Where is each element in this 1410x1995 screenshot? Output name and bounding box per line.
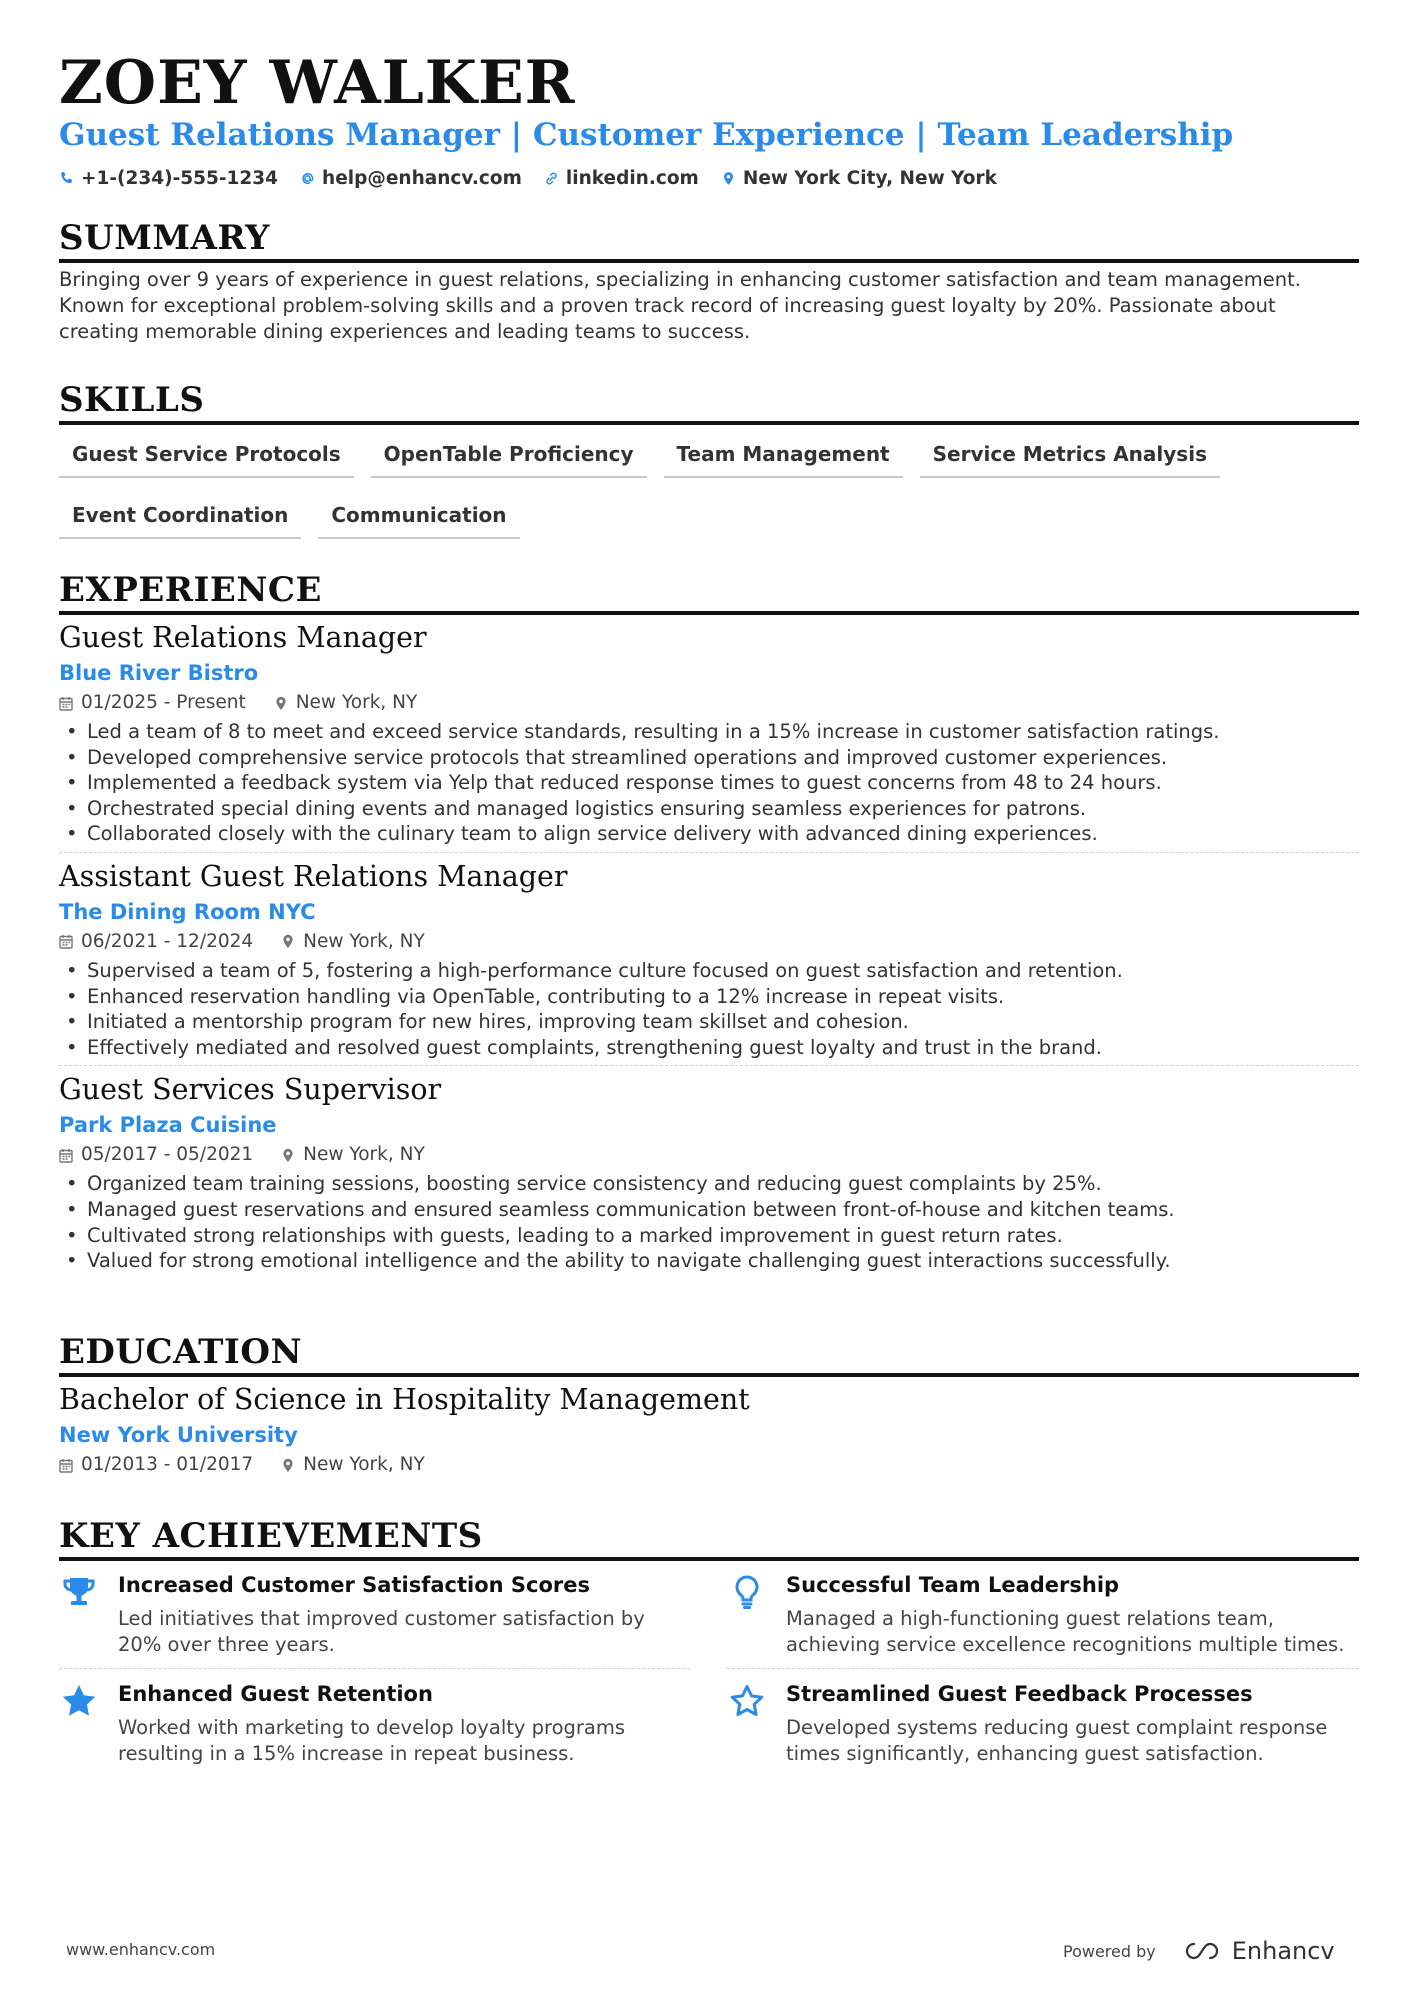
section-title-skills: SKILLS — [59, 380, 1359, 425]
list-item: • Effectively mediated and resolved guest complaints, strengthening guest loyalty and trust in the brand. — [59, 1035, 1359, 1061]
section-title-education: EDUCATION — [59, 1332, 1359, 1377]
achievement-divider — [59, 1668, 690, 1669]
calendar-icon — [59, 1148, 73, 1163]
list-item: • Implemented a feedback system via Yelp that reduced response times to guest concerns from 48 to 24 hours. — [59, 770, 1359, 796]
experience-entry — [59, 1072, 1359, 1273]
degree-title: Bachelor of Science in Hospitality Management — [59, 1383, 750, 1416]
contact-bar — [59, 168, 1359, 189]
achievement-title: Successful Team Leadership — [786, 1573, 1120, 1597]
skill-tag: OpenTable Proficiency — [371, 438, 647, 478]
contact-phone[interactable]: +1-(234)-555-1234 — [59, 168, 278, 189]
achievements-section — [59, 1516, 1359, 1561]
list-item: • Managed guest reservations and ensured seamless communication between front-of-house and kitchen teams. — [59, 1197, 1359, 1223]
skill-tag: Guest Service Protocols — [59, 438, 354, 478]
map-pin-icon — [281, 1148, 295, 1163]
entry-divider — [59, 852, 1359, 853]
experience-section — [59, 570, 1359, 1274]
job-meta: 05/2017 - 05/2021 New York, NY — [59, 1142, 1359, 1168]
job-bullets — [59, 958, 1359, 1060]
section-title-summary: SUMMARY — [59, 218, 1359, 263]
experience-entry — [59, 620, 1359, 853]
star-icon — [61, 1683, 97, 1719]
header — [59, 50, 1359, 189]
entry-divider — [59, 1065, 1359, 1066]
contact-email[interactable]: help@enhancv.com — [300, 168, 522, 189]
job-meta: 06/2021 - 12/2024 New York, NY — [59, 929, 1359, 955]
summary-section — [59, 218, 1359, 345]
job-bullets — [59, 719, 1359, 847]
at-icon — [300, 171, 315, 186]
enhancv-logo-icon — [1180, 1939, 1224, 1963]
skill-tag: Communication — [318, 499, 519, 539]
achievement-title: Increased Customer Satisfaction Scores — [118, 1573, 590, 1597]
lightbulb-icon — [729, 1574, 765, 1610]
brand-logo[interactable] — [1180, 1937, 1335, 1965]
map-pin-icon — [274, 696, 288, 711]
phone-icon — [59, 171, 74, 186]
list-item: • Developed comprehensive service protocols that streamlined operations and improved customer experiences. — [59, 745, 1359, 771]
calendar-icon — [59, 934, 73, 949]
list-item: • Supervised a team of 5, fostering a high-performance culture focused on guest satisfaction and retention. — [59, 958, 1359, 984]
footer-website[interactable]: www.enhancv.com — [66, 1940, 216, 1959]
job-title: Guest Relations Manager — [59, 621, 427, 654]
map-pin-icon — [721, 171, 736, 186]
list-item: • Enhanced reservation handling via OpenTable, contributing to a 12% increase in repeat visits. — [59, 984, 1359, 1010]
skills-section — [59, 380, 1359, 539]
job-bullets — [59, 1171, 1359, 1273]
list-item: • Collaborated closely with the culinary team to align service delivery with advanced dining experiences. — [59, 821, 1359, 847]
achievement-description: Developed systems reducing guest complaint response times significantly, enhancing guest satisfaction. — [786, 1716, 1328, 1765]
job-meta: 01/2025 - Present New York, NY — [59, 690, 1359, 716]
company-name: Park Plaza Cuisine — [59, 1113, 277, 1138]
list-item: • Cultivated strong relationships with guests, leading to a marked improvement in guest return rates. — [59, 1223, 1359, 1249]
list-item: • Organized team training sessions, boosting service consistency and reducing guest complaints by 25%. — [59, 1171, 1359, 1197]
skill-tag: Service Metrics Analysis — [920, 438, 1220, 478]
achievement-title: Streamlined Guest Feedback Processes — [786, 1682, 1253, 1706]
achievement-divider — [727, 1668, 1359, 1669]
trophy-icon — [61, 1574, 97, 1610]
summary-text: Bringing over 9 years of experience in guest relations, specializing in enhancing customer satisfaction and team management. Known for exceptional problem-solving skills and a proven track record of increasing guest loyalty by 20%. Passionate about creating memorable dining experiences and leading teams to success. — [59, 268, 1301, 343]
list-item: • Initiated a mentorship program for new hires, improving team skillset and cohesion. — [59, 1009, 1359, 1035]
list-item: • Led a team of 8 to meet and exceed service standards, resulting in a 15% increase in customer satisfaction ratings. — [59, 719, 1359, 745]
map-pin-icon — [281, 934, 295, 949]
star-outline-icon — [729, 1683, 765, 1719]
achievement-description: Led initiatives that improved customer satisfaction by 20% over three years. — [118, 1607, 645, 1656]
brand-name: Enhancv — [1231, 1937, 1335, 1965]
skill-tag: Event Coordination — [59, 499, 301, 539]
education-meta: 01/2013 - 01/2017 New York, NY — [59, 1452, 1359, 1478]
powered-by — [1063, 1937, 1335, 1965]
powered-by-label: Powered by — [1063, 1941, 1156, 1961]
contact-linkedin[interactable]: linkedin.com — [544, 168, 699, 189]
list-item: • Orchestrated special dining events and managed logistics ensuring seamless experiences for patrons. — [59, 796, 1359, 822]
achievement-description: Managed a high-functioning guest relations team, achieving service excellence recognitions multiple times. — [786, 1607, 1345, 1656]
candidate-name: ZOEY WALKER — [59, 48, 576, 118]
headline: Guest Relations Manager | Customer Experience | Team Leadership — [59, 117, 1234, 153]
job-title: Guest Services Supervisor — [59, 1073, 442, 1107]
skills-list — [59, 438, 1359, 539]
calendar-icon — [59, 1458, 73, 1473]
calendar-icon — [59, 696, 73, 711]
company-name: Blue River Bistro — [59, 661, 259, 685]
achievement-description: Worked with marketing to develop loyalty programs resulting in a 15% increase in repeat business. — [118, 1716, 626, 1765]
company-name: The Dining Room NYC — [59, 899, 316, 924]
section-title-experience: EXPERIENCE — [59, 570, 1359, 615]
section-title-achievements: KEY ACHIEVEMENTS — [59, 1516, 1359, 1561]
map-pin-icon — [281, 1458, 295, 1473]
school-name: New York University — [59, 1423, 298, 1447]
education-section — [59, 1332, 1359, 1478]
job-title: Assistant Guest Relations Manager — [59, 859, 568, 893]
list-item: • Valued for strong emotional intelligence and the ability to navigate challenging guest interactions successfully. — [59, 1248, 1359, 1274]
experience-entry — [59, 859, 1359, 1066]
skill-tag: Team Management — [664, 438, 903, 478]
contact-location: New York City, New York — [721, 168, 997, 189]
achievement-title: Enhanced Guest Retention — [118, 1682, 433, 1706]
link-icon — [544, 171, 559, 186]
education-entry — [59, 1382, 1359, 1478]
